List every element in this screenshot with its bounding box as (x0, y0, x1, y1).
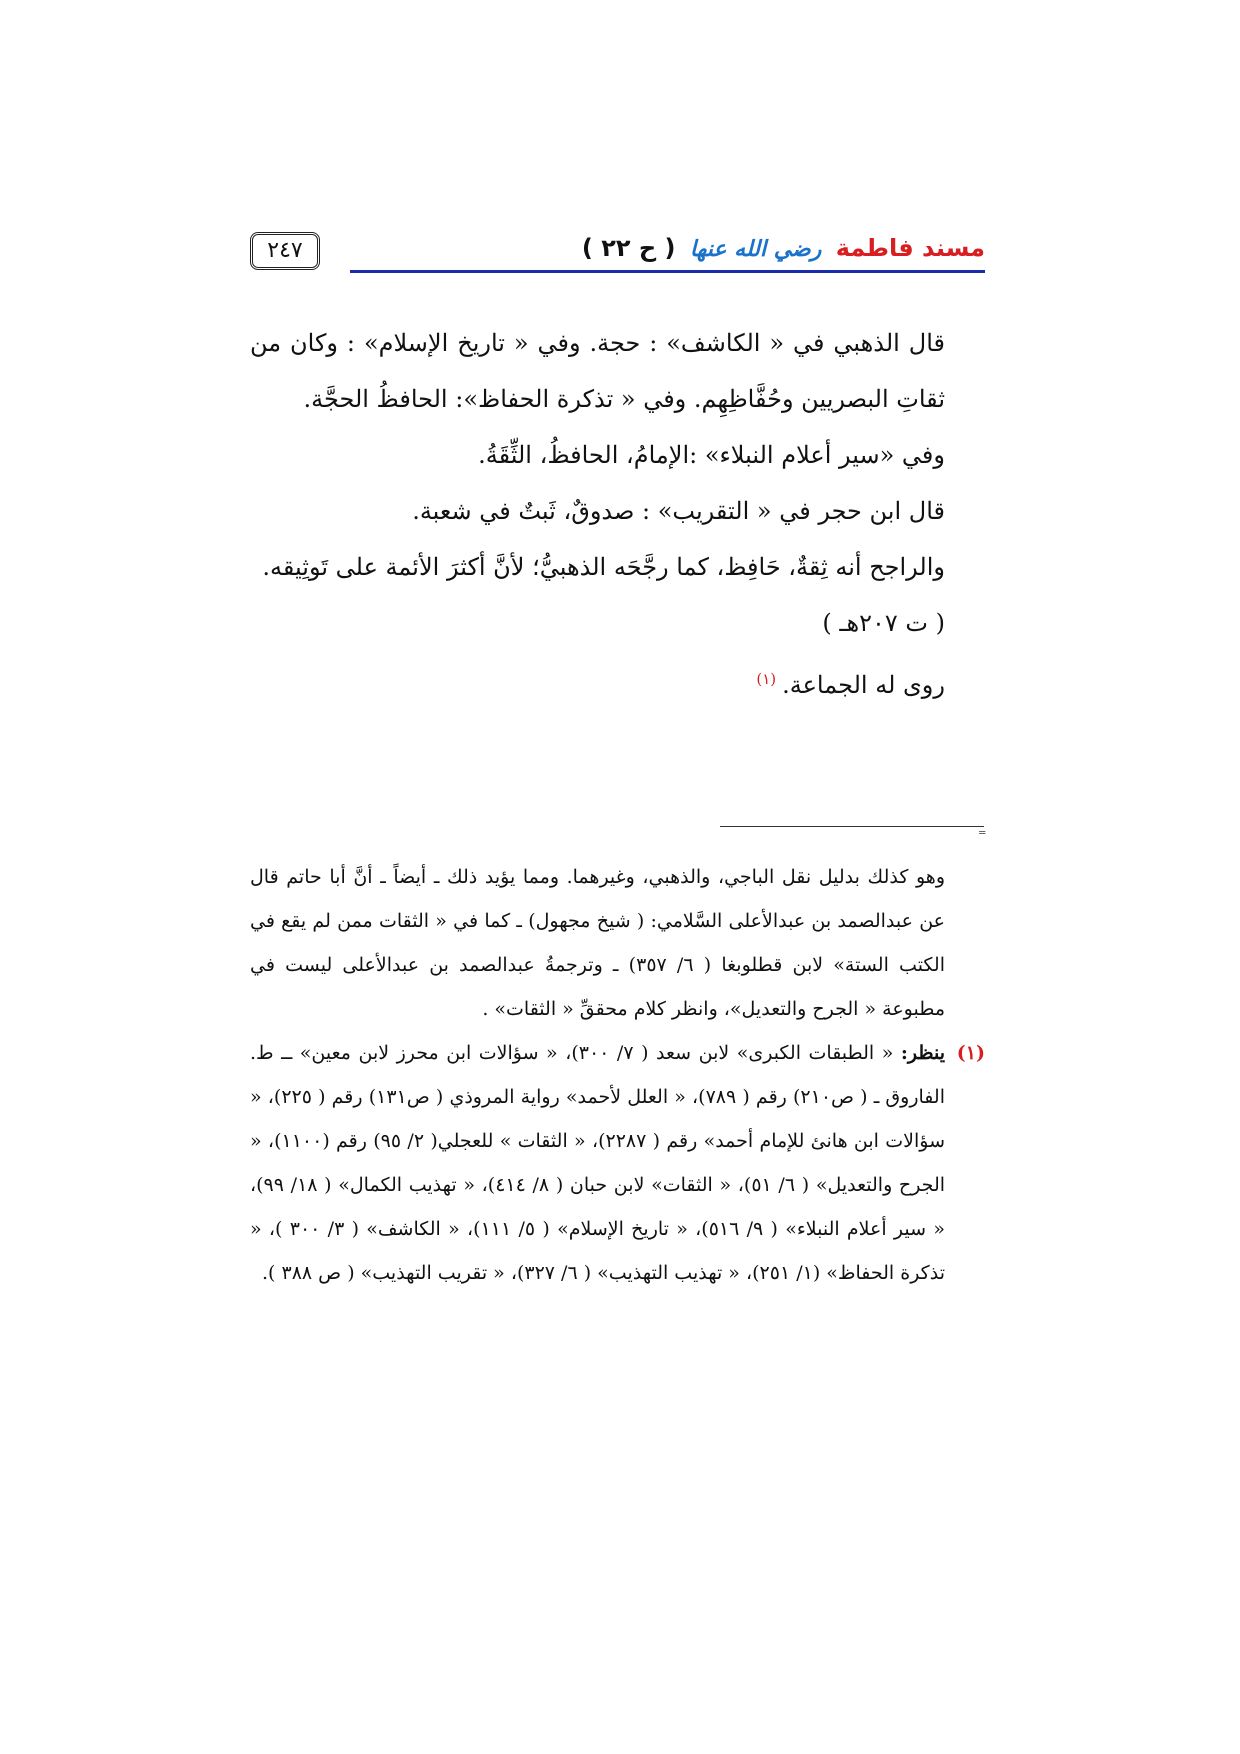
narrated-by-text: روى له الجماعة. (782, 671, 945, 699)
header-rule (350, 270, 985, 273)
header-title (582, 234, 985, 262)
narrated-by (250, 651, 985, 713)
main-text (250, 315, 985, 713)
paragraph-dhahabi: قال الذهبي في « الكاشف» : حجة. وفي « تاريخ الإسلام» : وكان من ثقاتِ البصريين وحُفَّاظِهِم. وفي « تذكرة الحفاظ»: الحافظُ الحجَّة. (250, 329, 945, 413)
paragraph-conclusion: والراجح أنه ثِقةٌ، حَافِظ، كما رجَّحَه الذهبيُّ؛ لأنَّ أكثرَ الأئمة على تَوثِيقه. (262, 553, 945, 581)
paragraph-ibn-hajar: قال ابن حجر في « التقريب» : صدوقٌ، ثَبتٌ في شعبة. (412, 497, 945, 525)
footnote-continued: وهو كذلك بدليل نقل الباجي، والذهبي، وغيرهما. ومما يؤيد ذلك ـ أيضاً ـ أنَّ أبا حاتم قال عن عبدالصمد بن عبدالأعلى السَّلامي: ( شيخ مجهول) ـ كما في « الثقات ممن لم يقع في الكتب الستة» لابن قطلوبغا ( ٦/ ٣٥٧) ـ وترجمةُ عبدالصمد بن عبدالأعلى ليست في مطبوعة « الجرح والتعديل»، وانظر كلام محققِّ « الثقات» . (250, 866, 945, 1020)
hadith-number: ( ح ٢٢ ) (581, 234, 676, 262)
paragraph-siyar: وفي «سير أعلام النبلاء» :الإمامُ، الحافظُ، الثِّقَةُ. (478, 441, 945, 469)
book-title: مسند فاطمة (835, 234, 985, 262)
page-number: ٢٤٧ (250, 232, 320, 270)
running-header (250, 232, 985, 280)
footnote-number: (١) (956, 1042, 985, 1064)
footnote-reference[interactable]: (١) (756, 670, 777, 688)
footnote-item (250, 1031, 985, 1295)
footnotes (250, 855, 985, 1295)
footnote-text: « الطبقات الكبرى» لابن سعد ( ٧/ ٣٠٠)، « سؤالات ابن محرز لابن معين» ــ ط. الفاروق ـ ( ص٢١٠) رقم ( ٧٨٩)، « العلل لأحمد» رواية المروذي ( ص١٣١) رقم ( ٢٢٥)، « سؤالات ابن هانئ للإمام أحمد» رقم ( ٢٢٨٧)، « الثقات » للعجلي( ٢/ ٩٥) رقم (١١٠٠)، « الجرح والتعديل» ( ٦/ ٥١)، « الثقات» لابن حبان ( ٨/ ٤١٤)، « تهذيب الكمال» ( ١٨/ ٩٩)، « سير أعلام النبلاء» ( ٩/ ٥١٦)، « تاريخ الإسلام» ( ٥/ ١١١)، « الكاشف» ( ٣/ ٣٠٠ )، « تذكرة الحفاظ» (١/ ٢٥١)، « تهذيب التهذيب» ( ٦/ ٣٢٧)، « تقريب التهذيب» ( ص ٣٨٨ ). (250, 1042, 946, 1284)
honorific-calligraphy: رضي الله عنها (689, 237, 822, 262)
death-date: ( ت ٢٠٧هـ ) (822, 609, 945, 637)
footnote-keyword: ينظر: (900, 1042, 945, 1064)
footnote-continued-marker: = (978, 828, 987, 839)
footnote-separator (720, 826, 984, 827)
